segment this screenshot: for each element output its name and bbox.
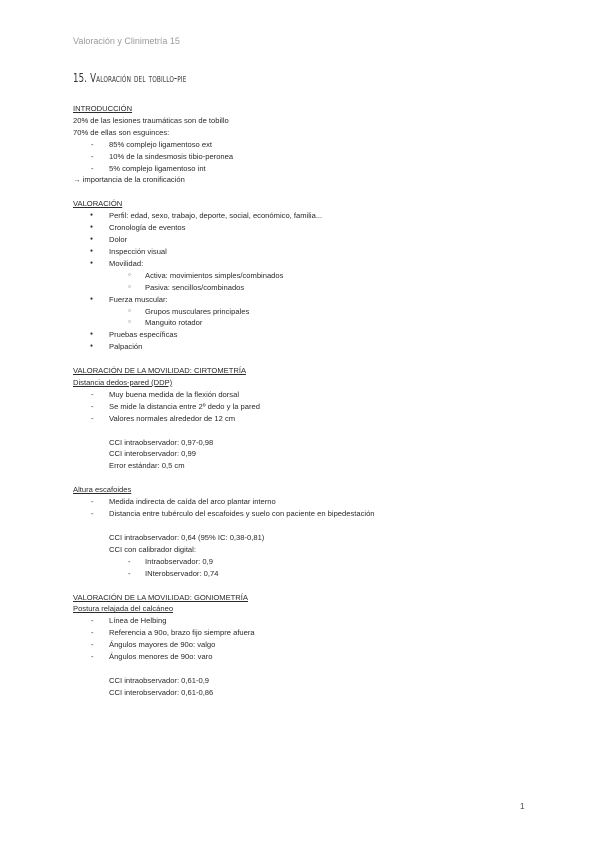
sub-list-item: ○ Manguito rotador — [73, 317, 553, 329]
list-item: - 5% complejo ligamentoso int — [73, 163, 553, 175]
list-item: - Línea de Helbing — [73, 615, 553, 627]
page-number: 1 — [520, 802, 525, 811]
list-item: ● Dolor — [73, 234, 553, 246]
list-item: ● Fuerza muscular: — [73, 294, 553, 306]
ddp-list — [73, 389, 553, 425]
subheading-calcaneo: Postura relajada del calcáneo — [73, 604, 174, 614]
list-item: - Ángulos mayores de 90o: valgo — [73, 639, 553, 651]
list-item: - 10% de la sindesmosis tibio-peronea — [73, 151, 553, 163]
stat-line: CCI intraobservador: 0,97-0,98 — [109, 437, 214, 447]
page-title: 15. Valoración del tobillo-pie — [73, 71, 187, 85]
list-item: - 85% complejo ligamentoso ext — [73, 139, 553, 151]
subheading-ddp: Distancia dedos-pared (DDP) — [73, 378, 173, 388]
stat-line: CCI interobservador: 0,99 — [109, 449, 196, 459]
intro-list — [73, 139, 553, 175]
section-heading-valoracion: VALORACIÓN — [73, 199, 123, 209]
list-item: - Distancia entre tubérculo del escafoides y suelo con paciente en bipedestación — [73, 508, 553, 520]
stat-line: CCI intraobservador: 0,61-0,9 — [109, 675, 210, 685]
list-item: - Referencia a 90o, brazo fijo siempre afuera — [73, 627, 553, 639]
list-item: - Medida indirecta de caída del arco plantar interno — [73, 496, 553, 508]
stat-line: CCI con calibrador digital: — [109, 544, 196, 554]
paragraph: 70% de ellas son esguinces: — [73, 127, 170, 137]
list-item: - Se mide la distancia entre 2º dedo y la pared — [73, 401, 553, 413]
document-body — [73, 103, 553, 699]
list-item: ● Cronología de eventos — [73, 222, 553, 234]
valoracion-list — [73, 210, 553, 353]
section-heading-intro: INTRODUCCIÓN — [73, 104, 133, 113]
digital-list — [73, 556, 553, 580]
list-item: - Ángulos menores de 90o: varo — [73, 651, 553, 663]
list-item: ● Inspección visual — [73, 246, 553, 258]
stat-line: CCI interobservador: 0,61-0,86 — [109, 687, 214, 697]
escafoides-list — [73, 496, 553, 520]
sub-list-item: ○ Activa: movimientos simples/combinados — [73, 270, 553, 282]
sub-list-item: ○ Pasiva: sencillos/combinados — [73, 282, 553, 294]
running-header: Valoración y Clinimetría 15 — [73, 36, 180, 46]
note: → importancia de la cronificación — [73, 175, 185, 185]
sub-list-item: - Intraobservador: 0,9 — [73, 556, 553, 568]
paragraph: 20% de las lesiones traumáticas son de tobillo — [73, 115, 229, 125]
list-item: ● Pruebas específicas — [73, 329, 553, 341]
sub-list-item: ○ Grupos musculares principales — [73, 306, 553, 318]
list-item: ● Palpación — [73, 341, 553, 353]
goniometria-list — [73, 615, 553, 663]
stat-line: CCI intraobservador: 0,64 (95% IC: 0,38-0,81) — [109, 532, 265, 542]
subheading-escafoides: Altura escafoides — [73, 485, 132, 495]
list-item: - Muy buena medida de la flexión dorsal — [73, 389, 553, 401]
sub-list-item: - INterobservador: 0,74 — [73, 568, 553, 580]
section-heading-cirtometria: VALORACIÓN DE LA MOVILIDAD: CIRTOMETRÍA — [73, 366, 247, 376]
stat-line: Error estándar: 0,5 cm — [109, 461, 185, 471]
list-item: ● Perfil: edad, sexo, trabajo, deporte, social, económico, familia... — [73, 210, 553, 222]
list-item: - Valores normales alrededor de 12 cm — [73, 413, 553, 425]
list-item: ● Movilidad: — [73, 258, 553, 270]
section-heading-goniometria: VALORACIÓN DE LA MOVILIDAD: GONIOMETRÍA — [73, 592, 248, 602]
